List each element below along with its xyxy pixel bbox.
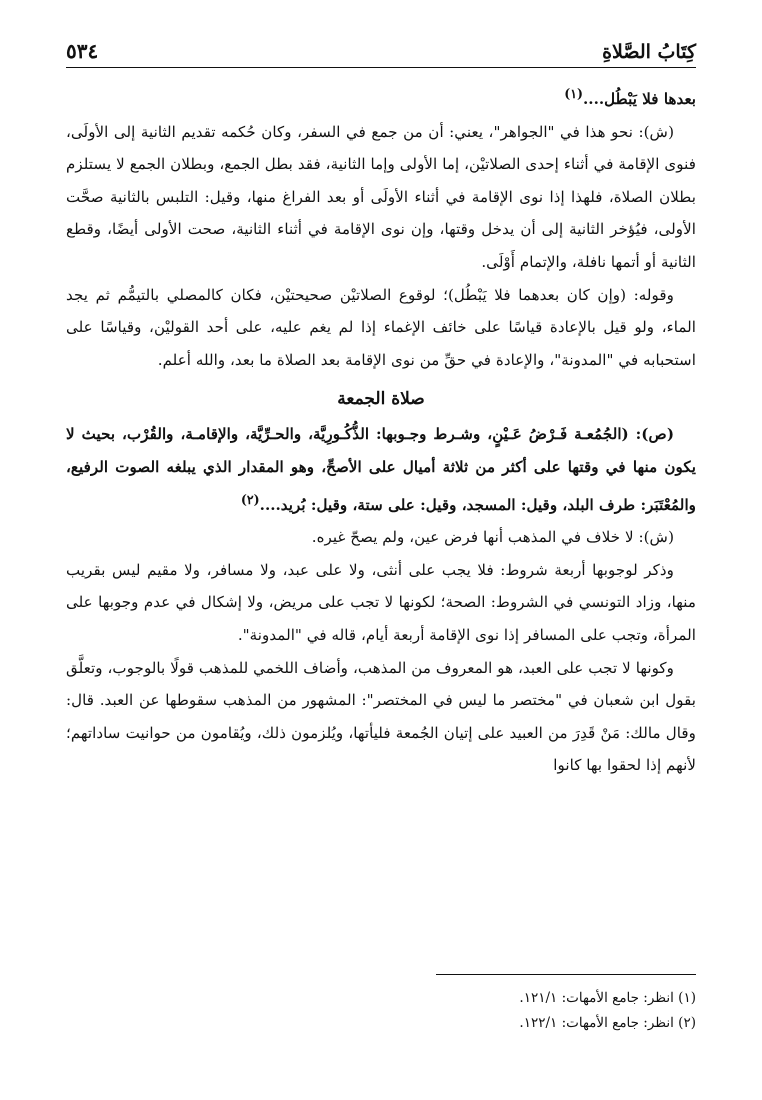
running-title: كِتَابُ الصَّلاةِ (602, 41, 696, 63)
footnote-1: (١) انظر: جامع الأمهات: ١٢١/١. (519, 990, 696, 1006)
paragraph-text: (ص): (الجُمُعـة فَـرْضُ عَـيْنٍ، وشـرط وجـوبها: الذُّكُـورِيَّة، والحـرِّيَّة، والإقامـة، والقُرْب، بحيث لا يكون منها في وقتها على أكثر من ثلاثة أميال على الأصحِّ، وهو المقدار الذي يبلغه الصوت الرفيع، والمُعْتَبَر: طرف البلد، وقيل: المسجد، وقيل: على ستة، وقيل: بُريد.... (66, 425, 696, 514)
footnotes (66, 986, 696, 1036)
paragraph-commentary-1: (ش): نحو هذا في "الجواهر"، يعني: أن من جمع في السفر، وكان حُكمه تقديم الثانية إلى الأولَى، فنوى الإقامة في أثناء إحدى الصلاتيْن، إما الأولى وإما الثانية، فقد بطل الجمع، وبطلان الجمع لا يستلزم بطلان الصلاة، فلهذا إذا نوى الإقامة في أثناء الأولَى أو بعد الفراغ منها، وقيل: التلبس بالثانية صحَّت الأولى، فيُؤخر الثانية إلى أن يدخل وقتها، وإن نوى الإقامة في أثناء الثانية، صحت الأولى أيضًا، وقطع الثانية أو أتمها نافلة، والإتمام أَوْلَى. (66, 122, 696, 272)
paragraph-text: بعدها فلا يَبْطُل.... (583, 90, 696, 109)
footnote-2: (٢) انظر: جامع الأمهات: ١٢٢/١. (519, 1015, 696, 1031)
paragraph-continuation (66, 78, 696, 116)
page-number: ٥٣٤ (66, 39, 99, 63)
page-header (66, 34, 696, 68)
footnote-ref: (١) (564, 86, 584, 101)
page-body (66, 78, 696, 782)
paragraph-commentary-5: وكونها لا تجب على العبد، هو المعروف من المذهب، وأضاف اللخمي للمذهب قولًا بالوجوب، وتعلَّق بقول ابن شعبان في "مختصر ما ليس في المختصر": المشهور من المذهب سقوطها عن العبد. قال: وقال مالك: مَنْ قَدِرَ من العبيد على إتيان الجُمعة فليأتها، ويُلزمون ذلك، ويُقامون من حوانيت ساداتهم؛ لأنهم إذا لحقوا بها كانوا (66, 658, 696, 775)
paragraph-commentary-3: (ش): لا خلاف في المذهب أنها فرض عين، ولم يصحّ غيره. (311, 528, 674, 547)
footnote-divider (436, 974, 696, 975)
paragraph-commentary-4: وذكر لوجوبها أربعة شروط: فلا يجب على أنثى، ولا على عبد، ولا مسافر، ولا مقيم ليس بقريب منها، وزاد التونسي في الشروط: الصحة؛ لكونها لا تجب على مريض، ولا إشكال في عدم وجوبها على المرأة، وتجب على المسافر إذا نوى الإقامة أربعة أيام، قاله في "المدونة". (66, 560, 696, 645)
footnote-ref: (٢) (240, 491, 260, 507)
paragraph-matn (66, 418, 696, 521)
paragraph-commentary-2: وقوله: (وإن كان بعدهما فلا يَبْطُل)؛ لوقوع الصلاتيْن صحيحتيْن، فكان كالمصلي بالتيمُّم ثم يجد الماء، ولو قيل بالإعادة قياسًا على خائف الإغماء إذا لم يغم عليه، على أحد القوليْن، وقياسًا على استحبابه في "المدونة"، والإعادة في حقِّ من نوى الإقامة بعد الصلاة ما بعد، والله أعلم. (66, 285, 696, 369)
section-title: صلاة الجمعة (337, 389, 425, 410)
